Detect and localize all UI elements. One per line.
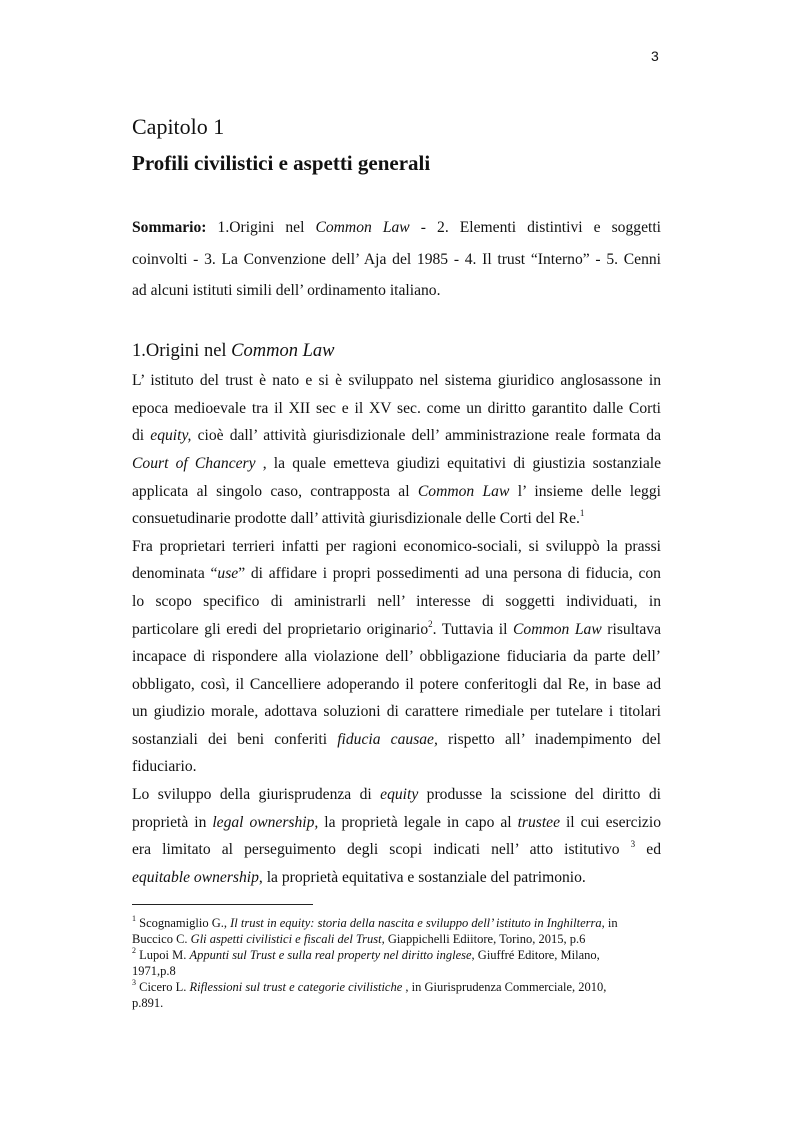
text-run: 1.Origini nel	[206, 219, 316, 236]
footnote-ref: 2	[428, 618, 433, 629]
body-line: Court of Chancery , la quale emetteva giudizi equitativi di giustizia sostanziale	[132, 455, 661, 472]
footnote-3: $^3$ Cicero L. Riflessioni sul trust e categorie civilistiche , in Giurisprudenza Commerciale, 2010,	[132, 977, 607, 994]
body-line: consuetudinarie prodotte dall’ attività giurisdizionale delle Corti del Re.$^1$	[132, 507, 585, 527]
body-line: un giudizio morale, adottava soluzioni di carattere rimediale per tutelare i titolari	[132, 703, 661, 720]
body-line: denominata “use” di affidare i propri possedimenti ad una persona di fiducia, con	[132, 565, 661, 582]
body-line: particolare gli eredi del proprietario originario$^2$. Tuttavia il Common Law risultava	[132, 618, 661, 638]
body-line	[132, 399, 661, 419]
summary-line	[132, 281, 661, 301]
chapter-title: Profili civilistici e aspetti generali	[132, 151, 431, 175]
text-run-italic: Common Law	[315, 219, 410, 236]
text-run: ad alcuni istituti simili dell’ ordinamento italiano.	[132, 282, 441, 299]
body-line: fiduciario.	[132, 758, 197, 775]
footnote-separator	[132, 904, 313, 905]
body-line: Lo sviluppo della giurisprudenza di equity produsse la scissione del diritto di	[132, 786, 662, 803]
page-number: 3	[651, 48, 659, 64]
chapter-label: Capitolo 1	[132, 114, 225, 139]
body-line: applicata al singolo caso, contrapposta al Common Law l’ insieme delle leggi	[132, 483, 661, 500]
body-line: obbligato, così, il Cancelliere adoperando il potere conferitogli dal Re, in base ad	[132, 676, 661, 693]
summary-line	[132, 218, 661, 238]
body-line: sostanziali dei beni conferiti fiducia causae, rispetto all’ inadempimento del	[132, 731, 661, 748]
text-run: epoca medioevale tra il XII sec e il XV sec. come un diritto garantito dalle Corti	[132, 400, 661, 417]
footnote-ref: 3	[630, 838, 636, 849]
text-run: coinvolti - 3. La Convenzione dell’ Aja del 1985 - 4. Il trust “Interno” - 5. Cenni	[132, 251, 661, 268]
body-line: Fra proprietari terrieri infatti per ragioni economico-sociali, si sviluppò la prassi	[132, 538, 661, 555]
section-heading: 1.Origini nel Common Law	[132, 341, 335, 361]
footnote-2-line-2: 1971,p.8	[132, 964, 176, 978]
footnote-2: $^2$ Lupoi M. Appunti sul Trust e sulla real property nel diritto inglese, Giuffré Editore, Milano,	[132, 945, 600, 962]
summary-line	[132, 250, 661, 270]
body-line: equitable ownership, la proprietà equitativa e sostanziale del patrimonio.	[132, 869, 586, 886]
footnote-1: $^1$ Scognamiglio G., Il trust in equity: storia della nascita e sviluppo dell’ istituto in Inghilterra, in	[132, 913, 618, 930]
text-run: - 2. Elementi distintivi e soggetti	[409, 219, 661, 236]
body-line: proprietà in legal ownership, la proprietà legale in capo al trustee il cui esercizio	[132, 814, 661, 831]
body-line: incapace di rispondere alla violazione dell’ obbligazione fiduciaria da parte dell’	[132, 648, 661, 665]
text-run: L’ istituto del trust è nato e si è sviluppato nel sistema giuridico anglosassone in	[132, 372, 661, 389]
body-line: lo scopo specifico di aministrarli nell’ interesse di soggetti individuati, in	[132, 593, 661, 610]
footnote-1-line-2: Buccico C. Gli aspetti civilistici e fiscali del Trust, Giappichelli Ediitore, Torino, 2015, p.6	[132, 932, 586, 946]
footnote-3-line-2: p.891.	[132, 996, 164, 1010]
summary-label: Sommario:	[132, 219, 207, 236]
body-line: di equity, cioè dall’ attività giurisdizionale dell’ amministrazione reale formata da	[132, 427, 661, 444]
body-line	[132, 371, 661, 391]
body-line: era limitato al perseguimento degli scopi indicati nell’ atto istitutivo $^3$ ed	[132, 838, 661, 858]
footnote-ref: 1	[579, 507, 585, 518]
